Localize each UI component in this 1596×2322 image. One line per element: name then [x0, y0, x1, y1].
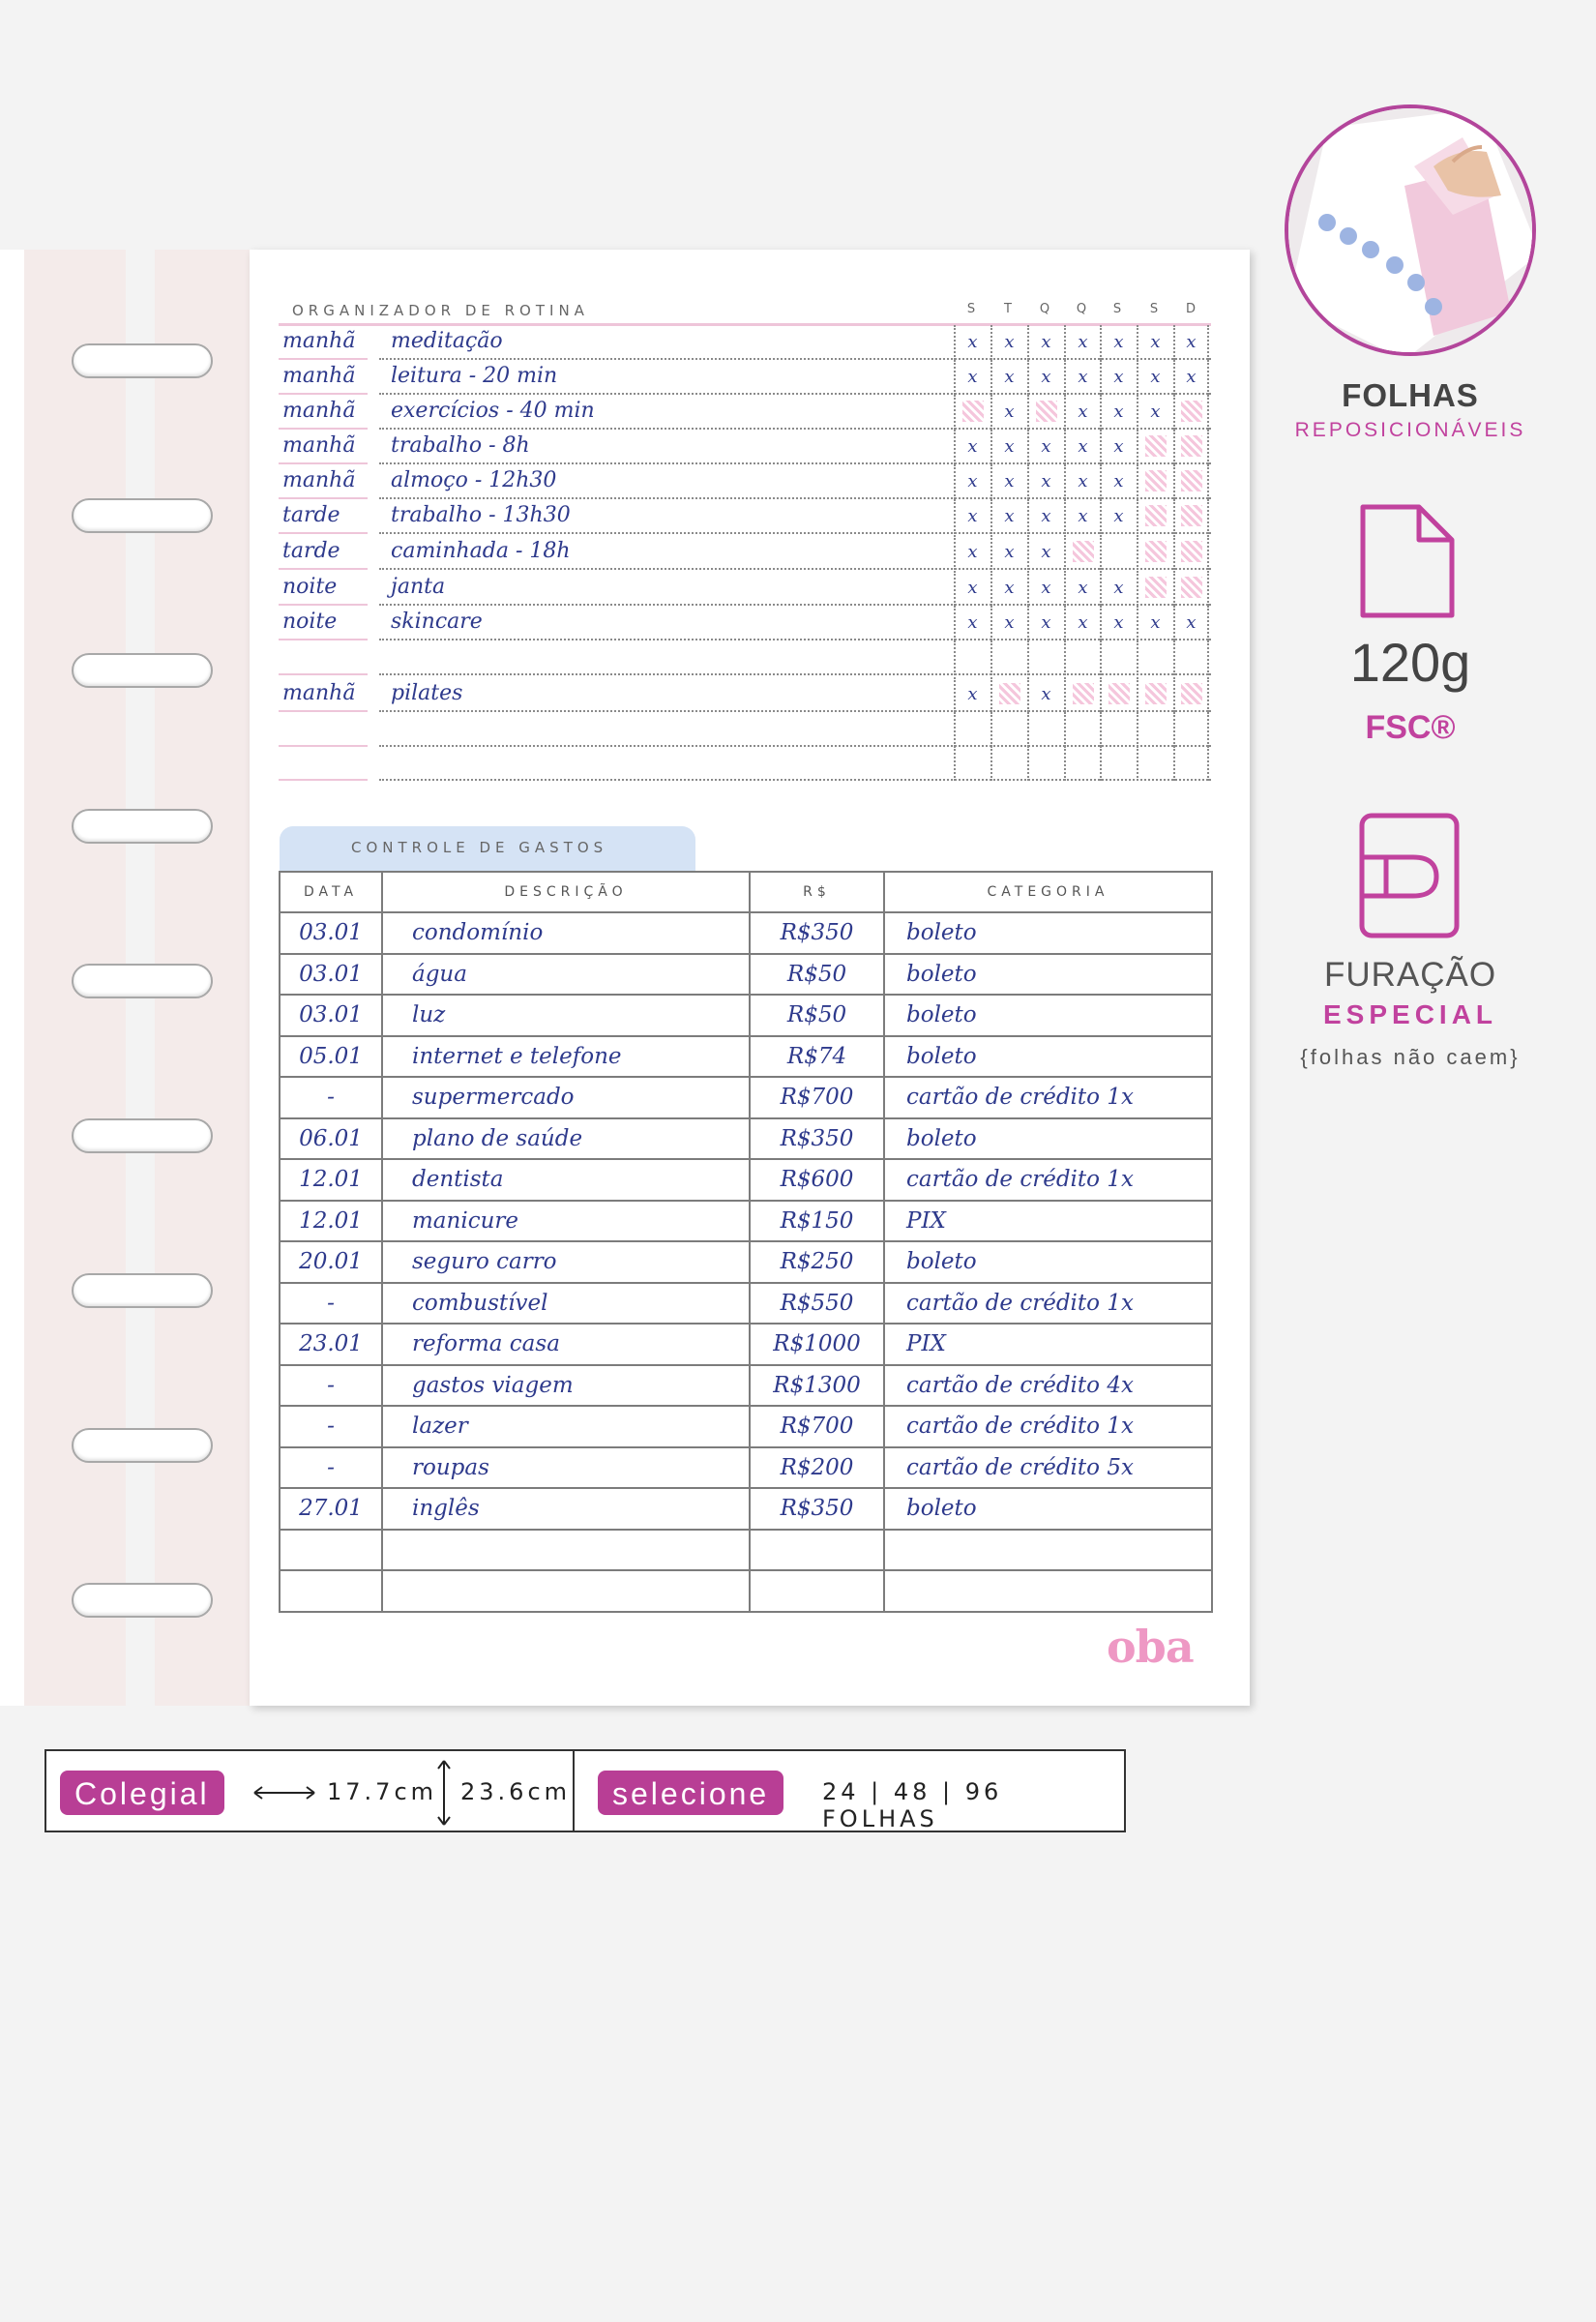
routine-check-cell[interactable]: x	[1027, 430, 1063, 464]
skipped-scribble	[1145, 577, 1167, 598]
routine-period: manhã	[282, 681, 356, 705]
routine-check-cell[interactable]: x	[990, 360, 1026, 395]
routine-check-cell[interactable]: x	[1137, 360, 1172, 395]
routine-check-cell[interactable]	[1173, 712, 1209, 747]
binding-hole	[72, 498, 213, 533]
skipped-scribble	[999, 683, 1020, 704]
routine-row	[279, 677, 1211, 712]
period-line	[279, 673, 368, 675]
routine-check-cell[interactable]: x	[1064, 571, 1100, 606]
routine-check-cell[interactable]	[990, 677, 1026, 712]
expense-category[interactable]: boleto	[884, 1488, 1212, 1530]
routine-activity: leitura - 20 min	[391, 364, 558, 388]
expense-description[interactable]: inglês	[382, 1488, 750, 1530]
routine-row	[279, 360, 1211, 395]
height-arrow-icon	[435, 1759, 453, 1827]
routine-check-cell[interactable]	[1137, 499, 1172, 534]
routine-check-cell[interactable]: x	[1100, 571, 1136, 606]
expense-description[interactable]: gastos viagem	[382, 1365, 750, 1407]
expense-value[interactable]: R$550	[750, 1283, 884, 1325]
expense-value[interactable]: R$150	[750, 1201, 884, 1242]
col-header-value: R$	[750, 872, 884, 912]
routine-check-cell[interactable]: x	[1100, 360, 1136, 395]
expense-category[interactable]: cartão de crédito 4x	[884, 1365, 1212, 1407]
routine-check-cell[interactable]	[1173, 571, 1209, 606]
expense-description[interactable]: água	[382, 954, 750, 996]
routine-activity: exercícios - 40 min	[391, 399, 595, 423]
routine-check-cell[interactable]	[1137, 571, 1172, 606]
routine-check-cell[interactable]: x	[954, 606, 990, 640]
expense-value[interactable]: R$200	[750, 1447, 884, 1489]
routine-row	[279, 712, 1211, 747]
expense-value[interactable]: R$74	[750, 1036, 884, 1078]
table-row	[280, 1241, 1212, 1283]
routine-check-cell[interactable]: x	[954, 571, 990, 606]
expense-value[interactable]: R$1000	[750, 1324, 884, 1365]
day-header: S	[1112, 302, 1122, 316]
expense-category[interactable]: cartão de crédito 1x	[884, 1159, 1212, 1201]
expense-value[interactable]: R$50	[750, 954, 884, 996]
expenses-title: CONTROLE DE GASTOS	[351, 839, 608, 856]
sheet-count-options[interactable]: 24 | 48 | 96 FOLHAS	[822, 1778, 1003, 1832]
skipped-scribble	[1145, 470, 1167, 491]
routine-check-cell[interactable]: x	[990, 535, 1026, 570]
day-header: S	[1149, 302, 1159, 316]
expense-category[interactable]: boleto	[884, 1241, 1212, 1283]
expense-description[interactable]: dentista	[382, 1159, 750, 1201]
skipped-scribble	[1181, 470, 1202, 491]
expense-date[interactable]: 03.01	[280, 995, 382, 1036]
expense-description[interactable]	[382, 1530, 750, 1571]
expense-description[interactable]: luz	[382, 995, 750, 1036]
routine-check-cell[interactable]	[1137, 430, 1172, 464]
routine-check-cell[interactable]: x	[1100, 606, 1136, 640]
skipped-scribble	[1145, 505, 1167, 526]
table-row	[280, 1036, 1212, 1078]
day-header: Q	[1039, 302, 1050, 316]
period-line	[279, 779, 368, 781]
skipped-scribble	[1181, 401, 1202, 422]
bar-divider	[573, 1751, 575, 1831]
routine-activity: trabalho - 13h30	[391, 503, 571, 527]
routine-check-cell[interactable]	[990, 712, 1026, 747]
table-row	[280, 1488, 1212, 1530]
routine-check-cell[interactable]: x	[1064, 499, 1100, 534]
punch-icon	[1359, 813, 1460, 943]
expense-description[interactable]: condomínio	[382, 912, 750, 954]
routine-check-cell[interactable]: x	[1173, 360, 1209, 395]
photo-circle	[1285, 104, 1536, 356]
routine-check-cell[interactable]	[1064, 677, 1100, 712]
routine-check-cell[interactable]	[1173, 395, 1209, 430]
routine-check-cell[interactable]: x	[990, 430, 1026, 464]
routine-row	[279, 464, 1211, 499]
routine-check-cell[interactable]	[990, 640, 1026, 675]
day-header: T	[1004, 302, 1012, 316]
expense-date[interactable]: -	[280, 1406, 382, 1447]
expense-date[interactable]: -	[280, 1447, 382, 1489]
binding-hole	[72, 809, 213, 844]
expense-date[interactable]: 03.01	[280, 912, 382, 954]
binding-hole	[72, 1583, 213, 1618]
routine-check-cell[interactable]	[1027, 712, 1063, 747]
col-header-category: CATEGORIA	[884, 872, 1212, 912]
routine-period: tarde	[282, 539, 340, 563]
expense-value[interactable]: R$700	[750, 1077, 884, 1118]
skipped-scribble	[1181, 577, 1202, 598]
expense-date[interactable]: -	[280, 1077, 382, 1118]
expense-value[interactable]: R$350	[750, 1488, 884, 1530]
day-header: D	[1185, 302, 1196, 316]
routine-row	[279, 746, 1211, 781]
routine-check-cell[interactable]: x	[954, 360, 990, 395]
width-arrow-icon	[252, 1782, 316, 1803]
binding-hole	[72, 343, 213, 378]
routine-activity: pilates	[391, 681, 463, 705]
sheets-subtitle: REPOSICIONÁVEIS	[1294, 419, 1526, 441]
expense-value[interactable]	[750, 1530, 884, 1571]
routine-check-cell[interactable]: x	[1064, 464, 1100, 499]
routine-check-cell[interactable]	[1173, 640, 1209, 675]
routine-row	[279, 571, 1211, 606]
routine-check-cell[interactable]	[1137, 746, 1172, 781]
expense-category[interactable]: boleto	[884, 954, 1212, 996]
routine-check-cell[interactable]: x	[990, 606, 1026, 640]
routine-check-cell[interactable]: x	[1064, 360, 1100, 395]
expense-value[interactable]: R$50	[750, 995, 884, 1036]
routine-check-cell[interactable]: x	[1027, 325, 1063, 360]
routine-check-cell[interactable]: x	[954, 464, 990, 499]
expense-date[interactable]	[280, 1570, 382, 1612]
expense-date[interactable]: 03.01	[280, 954, 382, 996]
period-line	[279, 532, 368, 534]
expense-description[interactable]	[382, 1570, 750, 1612]
routine-row	[279, 430, 1211, 464]
routine-check-cell[interactable]: x	[1064, 606, 1100, 640]
expense-description[interactable]: lazer	[382, 1406, 750, 1447]
routine-period: noite	[282, 575, 338, 599]
routine-check-cell[interactable]	[1173, 499, 1209, 534]
routine-check-cell[interactable]: x	[1027, 677, 1063, 712]
expense-value[interactable]: R$250	[750, 1241, 884, 1283]
routine-check-cell[interactable]: x	[1137, 395, 1172, 430]
routine-check-cell[interactable]: x	[1064, 395, 1100, 430]
routine-check-cell[interactable]	[1137, 535, 1172, 570]
skipped-scribble	[1145, 435, 1167, 457]
routine-period: manhã	[282, 399, 356, 423]
table-row	[280, 1201, 1212, 1242]
expense-value[interactable]: R$700	[750, 1406, 884, 1447]
routine-check-cell[interactable]: x	[990, 325, 1026, 360]
routine-check-cell[interactable]	[1173, 535, 1209, 570]
expense-date[interactable]: 12.01	[280, 1159, 382, 1201]
table-row	[280, 1283, 1212, 1325]
routine-check-cell[interactable]	[1173, 464, 1209, 499]
routine-check-cell[interactable]	[1137, 712, 1172, 747]
day-header: S	[966, 302, 976, 316]
routine-check-cell[interactable]	[954, 395, 990, 430]
expense-category[interactable]: boleto	[884, 995, 1212, 1036]
paper-weight: 120g	[1349, 632, 1471, 693]
expenses-table	[279, 871, 1213, 1613]
table-row	[280, 995, 1212, 1036]
routine-activity: trabalho - 8h	[391, 433, 530, 458]
width-value: 17.7cm	[327, 1778, 438, 1805]
routine-check-cell[interactable]: x	[1064, 325, 1100, 360]
table-row	[280, 1406, 1212, 1447]
skipped-scribble	[1145, 683, 1167, 704]
expense-description[interactable]: reforma casa	[382, 1324, 750, 1365]
routine-check-cell[interactable]	[1027, 746, 1063, 781]
binding-hole	[72, 964, 213, 998]
routine-row	[279, 535, 1211, 570]
routine-row	[279, 606, 1211, 640]
expense-description[interactable]: supermercado	[382, 1077, 750, 1118]
routine-period: tarde	[282, 503, 340, 527]
routine-check-cell[interactable]: x	[954, 430, 990, 464]
expense-date[interactable]: 27.01	[280, 1488, 382, 1530]
routine-row	[279, 325, 1211, 360]
skipped-scribble	[962, 401, 984, 422]
expense-value[interactable]	[750, 1570, 884, 1612]
routine-check-cell[interactable]	[1137, 640, 1172, 675]
routine-check-cell[interactable]	[1027, 640, 1063, 675]
expense-date[interactable]: 06.01	[280, 1118, 382, 1160]
expense-date[interactable]: 12.01	[280, 1201, 382, 1242]
expense-description[interactable]: roupas	[382, 1447, 750, 1489]
table-row	[280, 1324, 1212, 1365]
expense-description[interactable]: manicure	[382, 1201, 750, 1242]
routine-check-cell[interactable]	[1027, 395, 1063, 430]
table-row	[280, 1159, 1212, 1201]
size-button[interactable]: Colegial	[60, 1771, 224, 1815]
expense-date[interactable]: 20.01	[280, 1241, 382, 1283]
routine-title: ORGANIZADOR DE ROTINA	[292, 302, 589, 319]
routine-check-cell[interactable]	[1137, 677, 1172, 712]
routine-check-cell[interactable]: x	[1027, 606, 1063, 640]
routine-row	[279, 395, 1211, 430]
routine-check-cell[interactable]: x	[1173, 325, 1209, 360]
routine-check-cell[interactable]: x	[1137, 325, 1172, 360]
routine-check-cell[interactable]: x	[954, 325, 990, 360]
binding-hole	[72, 1273, 213, 1308]
routine-check-cell[interactable]	[1137, 464, 1172, 499]
expense-value[interactable]: R$1300	[750, 1365, 884, 1407]
table-row	[280, 912, 1212, 954]
col-header-date: DATA	[280, 872, 382, 912]
expense-description[interactable]: internet e telefone	[382, 1036, 750, 1078]
fsc-label: FSC®	[1365, 709, 1456, 746]
routine-row	[279, 640, 1211, 675]
routine-check-cell[interactable]: x	[954, 499, 990, 534]
expense-category[interactable]: PIX	[884, 1201, 1212, 1242]
routine-check-cell[interactable]: x	[1100, 499, 1136, 534]
expense-category[interactable]	[884, 1530, 1212, 1571]
expense-category[interactable]: boleto	[884, 1118, 1212, 1160]
skipped-scribble	[1036, 401, 1057, 422]
product-options-bar	[44, 1749, 1126, 1832]
routine-check-cell[interactable]	[1064, 746, 1100, 781]
col-header-description: DESCRIÇÃO	[382, 872, 750, 912]
expense-date[interactable]	[280, 1530, 382, 1571]
routine-check-cell[interactable]: x	[1027, 499, 1063, 534]
binding-hole	[72, 1428, 213, 1463]
routine-check-cell[interactable]	[1100, 746, 1136, 781]
routine-period: noite	[282, 610, 338, 634]
routine-check-cell[interactable]: x	[990, 499, 1026, 534]
routine-check-cell[interactable]: x	[1027, 360, 1063, 395]
expense-category[interactable]: PIX	[884, 1324, 1212, 1365]
routine-check-cell[interactable]: x	[990, 571, 1026, 606]
routine-check-cell[interactable]: x	[1064, 430, 1100, 464]
routine-check-cell[interactable]	[1100, 712, 1136, 747]
expense-date[interactable]: 05.01	[280, 1036, 382, 1078]
routine-check-cell[interactable]: x	[1100, 395, 1136, 430]
routine-check-cell[interactable]	[1064, 535, 1100, 570]
punch-note: {folhas não caem}	[1300, 1045, 1521, 1069]
select-button[interactable]: selecione	[598, 1771, 783, 1815]
table-row	[280, 1570, 1212, 1612]
oba-logo: oba	[1107, 1621, 1194, 1673]
binding-hole	[72, 653, 213, 688]
skipped-scribble	[1181, 505, 1202, 526]
punch-subtitle: ESPECIAL	[1322, 999, 1498, 1029]
routine-check-cell[interactable]: x	[954, 677, 990, 712]
routine-check-cell[interactable]: x	[1100, 430, 1136, 464]
routine-check-cell[interactable]: x	[1100, 464, 1136, 499]
routine-period: manhã	[282, 468, 356, 492]
prev-sheet-edge	[0, 250, 24, 1706]
table-row	[280, 1118, 1212, 1160]
routine-row	[279, 499, 1211, 534]
expense-date[interactable]: -	[280, 1283, 382, 1325]
expense-category[interactable]	[884, 1570, 1212, 1612]
routine-check-cell[interactable]: x	[1027, 464, 1063, 499]
routine-check-cell[interactable]	[1173, 677, 1209, 712]
expense-value[interactable]: R$600	[750, 1159, 884, 1201]
skipped-scribble	[1073, 683, 1094, 704]
routine-check-cell[interactable]	[1064, 640, 1100, 675]
routine-check-cell[interactable]	[954, 640, 990, 675]
binding-hole	[72, 1118, 213, 1153]
document-icon	[1359, 503, 1456, 624]
expense-category[interactable]: cartão de crédito 1x	[884, 1283, 1212, 1325]
day-header: Q	[1076, 302, 1087, 316]
routine-period: manhã	[282, 433, 356, 458]
routine-check-cell[interactable]	[954, 712, 990, 747]
skipped-scribble	[1145, 541, 1167, 562]
routine-period: manhã	[282, 329, 356, 353]
routine-check-cell[interactable]: x	[1027, 535, 1063, 570]
sheets-title: FOLHAS	[1342, 377, 1479, 413]
skipped-scribble	[1181, 435, 1202, 457]
routine-period: manhã	[282, 364, 356, 388]
expense-description[interactable]: combustível	[382, 1283, 750, 1325]
expense-category[interactable]: boleto	[884, 1036, 1212, 1078]
routine-check-cell[interactable]: x	[1100, 325, 1136, 360]
routine-check-cell[interactable]: x	[954, 535, 990, 570]
expense-category[interactable]: cartão de crédito 1x	[884, 1406, 1212, 1447]
routine-check-cell[interactable]	[1100, 677, 1136, 712]
table-row	[280, 1530, 1212, 1571]
routine-check-cell[interactable]	[1100, 640, 1136, 675]
routine-activity: skincare	[391, 610, 483, 634]
table-row	[280, 1447, 1212, 1489]
table-row	[280, 954, 1212, 996]
skipped-scribble	[1181, 541, 1202, 562]
routine-activity: almoço - 12h30	[391, 468, 557, 492]
table-row	[280, 1077, 1212, 1118]
period-line	[279, 568, 368, 570]
routine-check-cell[interactable]: x	[1137, 606, 1172, 640]
routine-check-cell[interactable]	[990, 746, 1026, 781]
skipped-scribble	[1108, 683, 1130, 704]
routine-check-cell[interactable]	[954, 746, 990, 781]
expense-value[interactable]: R$350	[750, 1118, 884, 1160]
expense-description[interactable]: seguro carro	[382, 1241, 750, 1283]
routine-check-cell[interactable]	[1173, 746, 1209, 781]
skipped-scribble	[1073, 541, 1094, 562]
table-row	[280, 1365, 1212, 1407]
height-value: 23.6cm	[460, 1778, 572, 1805]
expense-category[interactable]: cartão de crédito 1x	[884, 1077, 1212, 1118]
expense-date[interactable]: -	[280, 1365, 382, 1407]
expense-category[interactable]: cartão de crédito 5x	[884, 1447, 1212, 1489]
routine-activity: meditação	[391, 329, 503, 353]
routine-check-cell[interactable]: x	[990, 464, 1026, 499]
routine-check-cell[interactable]: x	[1027, 571, 1063, 606]
expense-value[interactable]: R$350	[750, 912, 884, 954]
routine-check-cell[interactable]	[1064, 712, 1100, 747]
expense-description[interactable]: plano de saúde	[382, 1118, 750, 1160]
routine-activity: caminhada - 18h	[391, 539, 571, 563]
routine-check-cell[interactable]: x	[1173, 606, 1209, 640]
punch-title: FURAÇÃO	[1323, 956, 1497, 994]
routine-check-cell[interactable]: x	[990, 395, 1026, 430]
routine-check-cell[interactable]	[1173, 430, 1209, 464]
expense-date[interactable]: 23.01	[280, 1324, 382, 1365]
routine-check-cell[interactable]	[1100, 535, 1136, 570]
skipped-scribble	[1181, 683, 1202, 704]
expenses-tab	[280, 826, 695, 871]
routine-activity: janta	[391, 575, 446, 599]
expense-category[interactable]: boleto	[884, 912, 1212, 954]
